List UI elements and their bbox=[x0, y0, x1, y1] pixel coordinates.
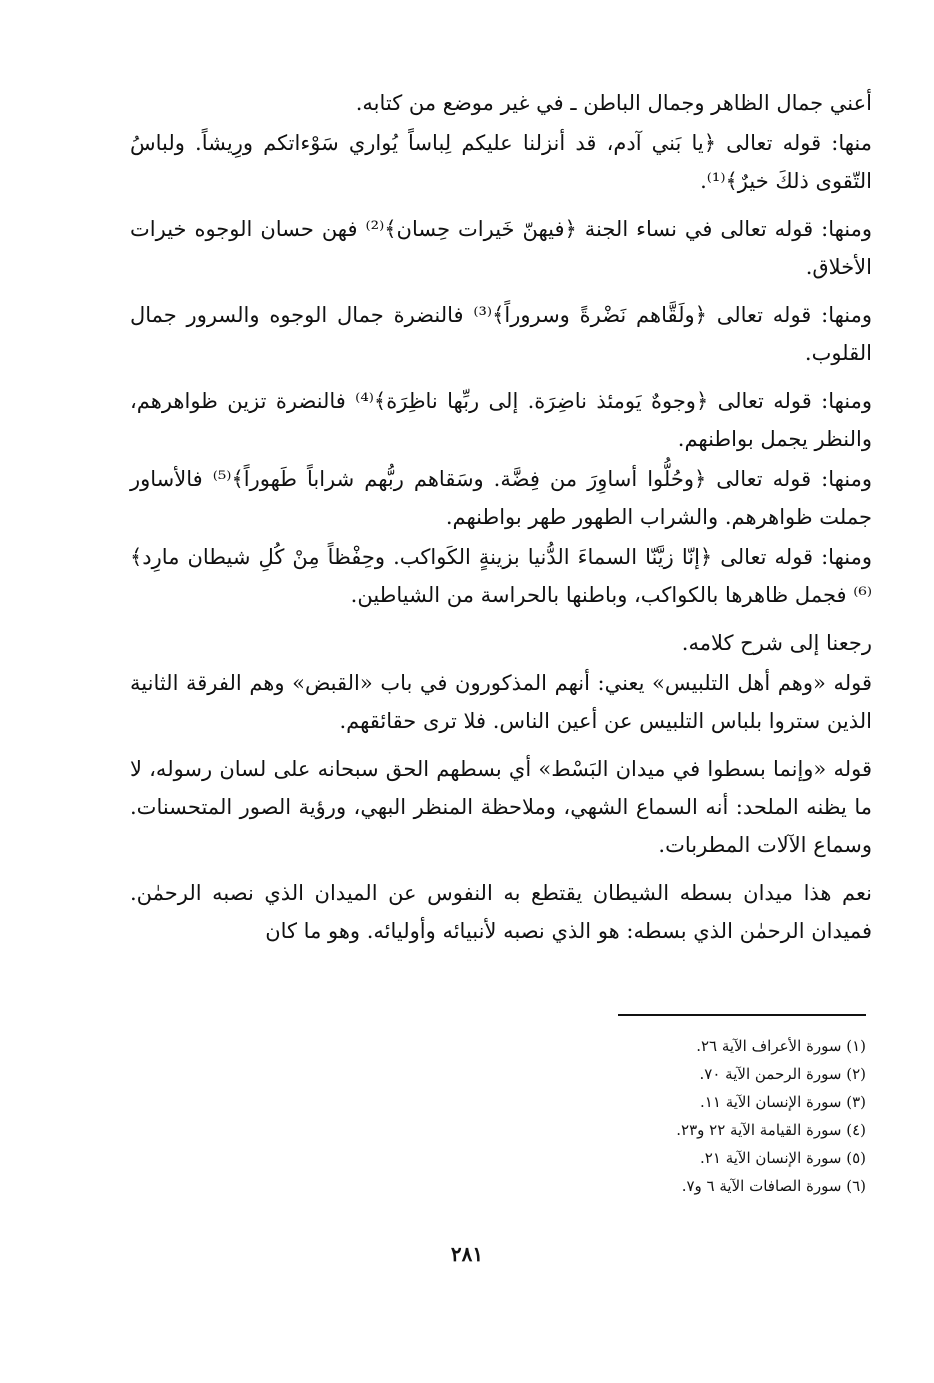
paragraph-verse-4: ومنها: قوله تعالى ﴿وجوهٌ يَومئذ ناضِرَة. إلى ربِّها ناظِرَة﴾⁽⁴⁾ فالنضرة تزين ظواهرهم، والنظر يجمل بواطنهم. bbox=[130, 389, 872, 451]
page-number: ٢٨١ bbox=[450, 1242, 484, 1266]
paragraph-verse-1: منها: قوله تعالى ﴿يا بَني آدم، قد أنزلنا عليكم لِباساً يُواري سَوْءاتكم ورِيشاً. ولباسُ التّقوى ذلكَ خيرٌ﴾⁽¹⁾. bbox=[130, 131, 872, 193]
footnote-1: (١) سورة الأعراف الآية ٢٦. bbox=[696, 1037, 866, 1055]
footnotes bbox=[466, 1032, 866, 1200]
footnote-4: (٤) سورة القيامة الآية ٢٢ و٢٣. bbox=[676, 1121, 866, 1139]
paragraph-talbis: قوله «وهم أهل التلبيس» يعني: أنهم المذكورون في باب «القبض» وهم الفرقة الثانية الذين ستروا بلباس التلبيس عن أعين الناس. فلا ترى حقائقهم. bbox=[130, 671, 872, 733]
paragraph-verse-5: ومنها: قوله تعالى ﴿وحُلُّوا أساوِرَ من فِضَّة. وسَقاهم ربُّهم شراباً طَهوراً﴾⁽⁵⁾ فالأساور جملت ظواهرهم. والشراب الطهور طهر بواطنهم. bbox=[130, 467, 872, 529]
footnote-5: (٥) سورة الإنسان الآية ٢١. bbox=[700, 1149, 866, 1167]
footnote-divider bbox=[618, 1014, 866, 1016]
paragraph-bast: قوله «وإنما بسطوا في ميدان البَسْط» أي بسطهم الحق سبحانه على لسان رسوله، لا ما يظنه الملحد: أنه السماع الشهي، وملاحظة المنظر البهي، ورؤية الصور المتحسنات. وسماع الآلات المطربات. bbox=[130, 757, 872, 857]
footnote-3: (٣) سورة الإنسان الآية ١١. bbox=[700, 1093, 866, 1111]
paragraph-verse-6: ومنها: قوله تعالى ﴿إنّا زيَّنّا السماءَ الدُّنيا بزينةٍ الكَواكب. وحِفْظاً مِنْ كُلِ شيطان مارِد﴾⁽⁶⁾ فجمل ظاهرها بالكواكب، وباطنها بالحراسة من الشياطين. bbox=[130, 545, 872, 607]
footnote-6: (٦) سورة الصافات الآية ٦ و٧. bbox=[681, 1177, 866, 1195]
paragraph-verse-3: ومنها: قوله تعالى ﴿ولَقَّاهم نَضْرةً وسروراً﴾⁽³⁾ فالنضرة جمال الوجوه والسرور جمال القلوب. bbox=[130, 303, 872, 365]
paragraph-return: رجعنا إلى شرح كلامه. bbox=[681, 631, 872, 655]
main-text bbox=[130, 84, 872, 960]
paragraph-intro: أعني جمال الظاهر وجمال الباطن ـ في غير موضع من كتابه. bbox=[355, 91, 872, 115]
paragraph-verse-2: ومنها: قوله تعالى في نساء الجنة ﴿فيهنّ خَيرات حِسان﴾⁽²⁾ فهن حسان الوجوه خيرات الأخلاق. bbox=[130, 217, 873, 279]
paragraph-maydan: نعم هذا ميدان بسطه الشيطان يقتطع به النفوس عن الميدان الذي نصبه الرحمٰن. فميدان الرحمٰن الذي بسطه: هو الذي نصبه لأنبيائه وأوليائه. وهو ما كان bbox=[130, 881, 872, 943]
footnote-2: (٢) سورة الرحمن الآية ٧٠. bbox=[699, 1065, 866, 1083]
